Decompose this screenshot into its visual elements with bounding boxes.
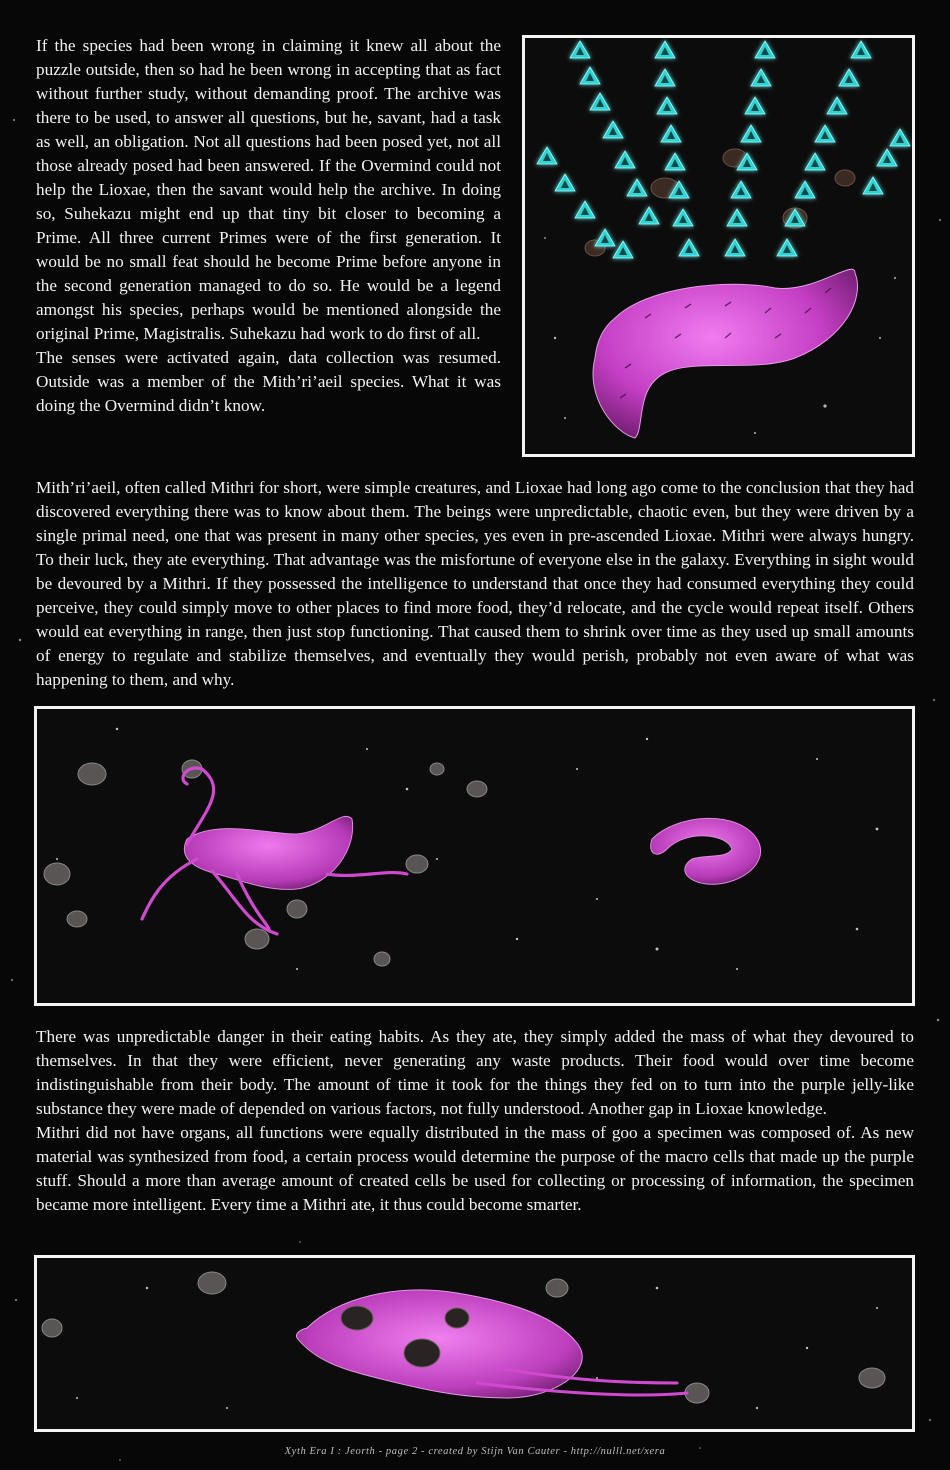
paragraph-senses: The senses were activated again, data collection was resumed. Outside was a member of the Mith’ri’aeil species. What it was doing the Overmind didn’t know. [36, 348, 501, 415]
narrative-block-eating [36, 1025, 914, 1217]
panel-probes-and-mithri [522, 35, 915, 457]
paragraph-suhekazu: If the species had been wrong in claiming it knew all about the puzzle outside, then so had he been wrong in accepting that as fact without further study, without demanding proof. The archive was there to be used, to answer all questions, but he, savant, had a task as well, an obligation. Not all questions had been posed yet, not all those already posed had been answered. If the Overmind could not help the Lioxae, then the savant would help the archive. In doing so, Suhekazu might end up that tiny bit closer to becoming a Prime. All three current Primes were of the first generation. It would be no small feat should he become Prime before anyone in the second generation managed to do so. He would be a legend amongst his species, perhaps would be mentioned alongside the original Prime, Magistralis. Suhekazu had work to do first of all. [36, 36, 501, 343]
paragraph-eating-habits: There was unpredictable danger in their eating habits. As they ate, they simply added the mass of what they devoured to themselves. In that they were efficient, never generating any waste products. Their food would over time become indistinguishable from their body. The amount of time it took for the things they fed on to turn into the purple jelly-like substance they were made of depended on various factors, not fully understood. Another gap in Lioxae knowledge. [36, 1027, 914, 1118]
two-mithri-illustration [37, 709, 912, 1003]
paragraph-intelligence: Mithri did not have organs, all functions were equally distributed in the mass of goo a specimen was composed of. As new material was synthesized from food, a certain process would determine the purpose of the macro cells that made up the purple stuff. Should a more than average amount of created cells be used for collecting or processing of information, the specimen became more intelligent. Every time a Mithri ate, it thus could become smarter. [36, 1123, 914, 1214]
panel-two-mithri [34, 706, 915, 1006]
panel-mithri-eating [34, 1255, 915, 1432]
narrative-block-1 [36, 34, 501, 418]
mithri-eating-illustration [37, 1258, 912, 1429]
probes-illustration [525, 38, 912, 454]
narrative-block-mithri [36, 476, 914, 692]
page-footer-credit: Xyth Era I : Jeorth - page 2 - created by Stijn Van Cauter - http://nulll.net/xera [284, 1446, 666, 1457]
paragraph-mithri-description: Mith’ri’aeil, often called Mithri for short, were simple creatures, and Lioxae had long ago come to the conclusion that they had discovered everything there was to know about them. The beings were unpredictable, chaotic even, but they were driven by a single primal need, one that was present in many other species, yes even in pre-ascended Lioxae. Mithri were always hungry. To their luck, they ate everything. That advantage was the misfortune of everyone else in the galaxy. Everything in sight would be devoured by a Mithri. If they possessed the intelligence to understand that once they had consumed everything they could perceive, they could simply move to other places to find more food, they’d relocate, and the cycle would repeat itself. Others would eat everything in range, then just stop functioning. That caused them to shrink over time as they used up small amounts of energy to regulate and stabilize themselves, and eventually they would perish, probably not even aware of what was happening to them, and why. [36, 478, 914, 689]
